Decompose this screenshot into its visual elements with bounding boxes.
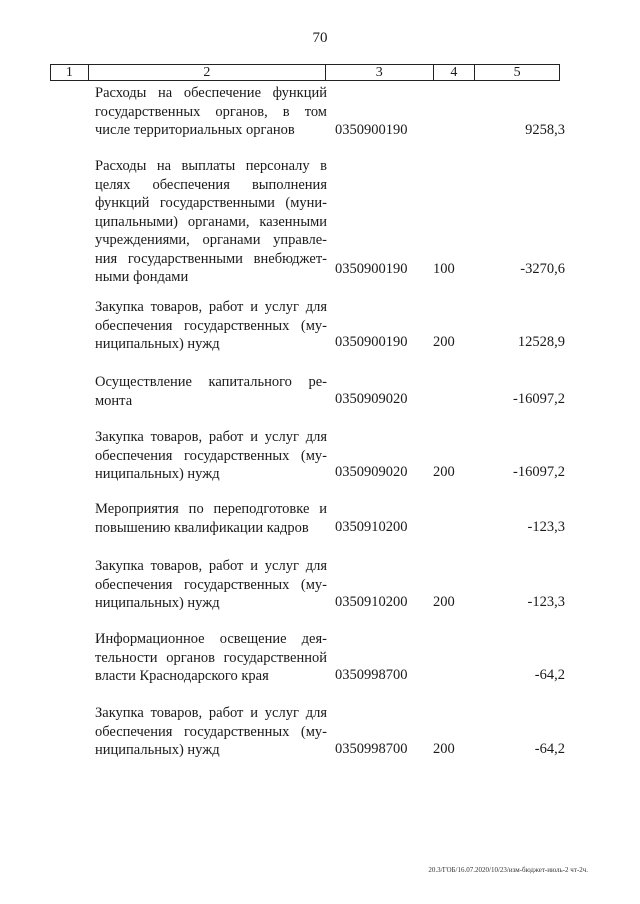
row-amount: -64,2 (534, 741, 565, 757)
header-col-2: 2 (89, 65, 326, 80)
row-vr: 100 (433, 261, 455, 277)
header-col-1: 1 (51, 65, 89, 80)
row-vr: 200 (433, 741, 455, 757)
row-description: Закупка товаров, работ и услуг для обеспечения государственных (му-ниципальных) нужд (95, 429, 327, 482)
row-code: 0350998700 (335, 741, 408, 757)
row-description: Расходы на обеспечение функций государственных органов, в том числе территориальных органов (95, 85, 327, 138)
row-code: 0350998700 (335, 667, 408, 683)
row-description: Закупка товаров, работ и услуг для обеспечения государственных (му-ниципальных) нужд (95, 705, 327, 758)
row-vr: 200 (433, 594, 455, 610)
row-description: Осуществление капитального ре-монта (95, 374, 327, 409)
row-amount: -123,3 (527, 594, 565, 610)
row-amount: -3270,6 (520, 261, 565, 277)
table-header (50, 64, 560, 81)
document-footer-code: 20.3/ГОБ/16.07.2020/10/23/изм-бюджет-июль-2 чт-2ч. (428, 866, 588, 874)
header-col-3: 3 (326, 65, 434, 80)
row-code: 0350900190 (335, 261, 408, 277)
header-col-5: 5 (513, 65, 521, 80)
row-amount: -64,2 (534, 667, 565, 683)
row-description: Закупка товаров, работ и услуг для обеспечения государственных (му-ниципальных) нужд (95, 558, 327, 611)
row-vr: 200 (433, 334, 455, 350)
row-description: Мероприятия по переподготовке и повышению квалификации кадров (95, 501, 327, 536)
row-description: Расходы на выплаты персоналу в целях обеспечения выполнения функций государственными (муни-ципальными) органами, казенными учреждениями, органами управле-ния государственными внебюджет-ными фондами (95, 158, 327, 285)
row-code: 0350909020 (335, 464, 408, 480)
row-vr: 200 (433, 464, 455, 480)
row-amount: -123,3 (527, 519, 565, 535)
row-amount: -16097,2 (513, 391, 565, 407)
row-code: 0350900190 (335, 122, 408, 138)
row-code: 0350910200 (335, 594, 408, 610)
row-amount: 12528,9 (517, 334, 565, 350)
row-code: 0350909020 (335, 391, 408, 407)
header-col-4: 4 (434, 65, 476, 80)
row-amount: -16097,2 (513, 464, 565, 480)
row-description: Информационное освещение дея-тельности органов государственной власти Краснодарского края (95, 631, 327, 684)
row-amount: 9258,3 (525, 122, 565, 138)
page-number: 70 (312, 30, 328, 46)
row-code: 0350900190 (335, 334, 408, 350)
row-code: 0350910200 (335, 519, 408, 535)
row-description: Закупка товаров, работ и услуг для обеспечения государственных (му-ниципальных) нужд (95, 299, 327, 352)
